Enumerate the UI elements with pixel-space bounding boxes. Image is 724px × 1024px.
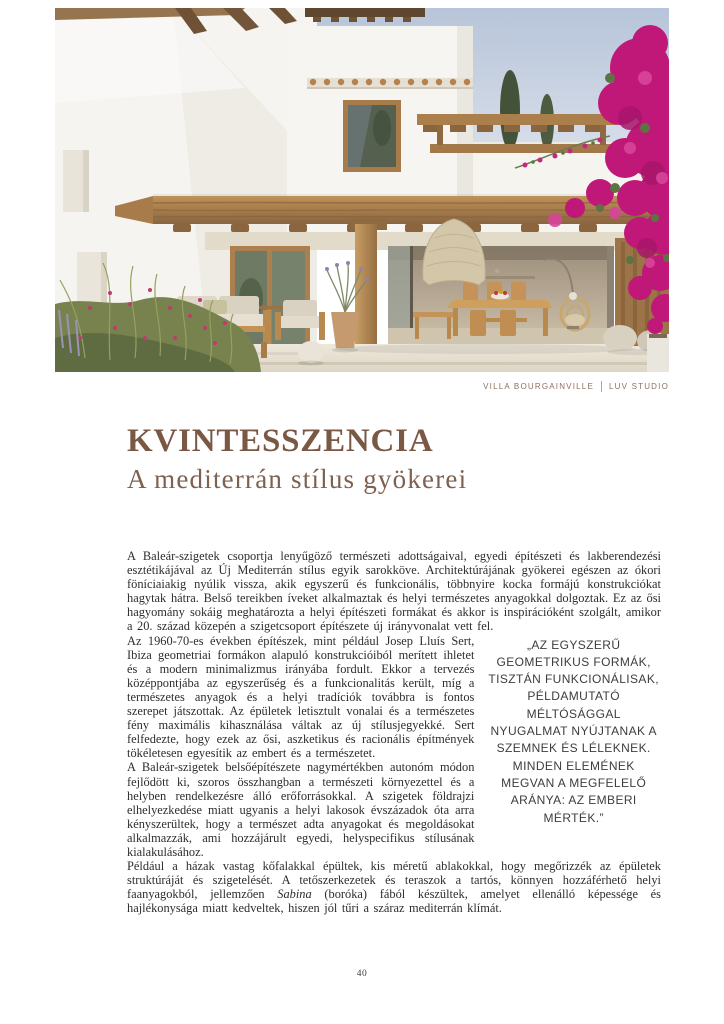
photo-credit-villa: VILLA BOURGAINVILLE [483, 382, 594, 391]
article-body [127, 549, 661, 915]
paragraph-4 [127, 859, 661, 915]
hero-photo [55, 8, 669, 372]
page-title: KVINTESSZENCIA [127, 423, 434, 459]
photo-credit-studio: LUV STUDIO [608, 382, 669, 391]
paragraph-4-italic-term: Sabina [277, 887, 312, 902]
paragraph-3: A Baleár-szigetek belsőépítészete nagymértékben autonóm módon fejlődött ki, szoros összhangban a természeti környezettel és a helyben rendelkezésre álló erőforrásokkal. A szigetek földrajzi elhelyezkedése miatt ugyanis a helyi lakosok évszázadok óta arra kényszerültek, hogy a természet adta anyagokat és megoldásokat alkalmazzák, ami hozzájárult egyedi, helyspecifikus stílusának kialakulásához. [127, 760, 475, 859]
cypress-tree [500, 70, 520, 150]
credit-divider [601, 381, 602, 392]
interior-opening [388, 246, 614, 346]
upper-window [343, 100, 401, 172]
photo-credit [55, 381, 669, 392]
white-planter [647, 334, 669, 372]
villa-photo-illustration [55, 8, 669, 372]
pull-quote: „AZ EGYSZERŰ GEOMETRIKUS FORMÁK, TISZTÁN FUNKCIONÁLISAK, PÉLDAMUTATÓ MÉLTÓSÁGGAL NYUGALMAT NYÚJTANAK A SZEMNEK ÉS LÉLEKNEK. MINDEN ELEMÉNEK MEGVAN A MEGFELELŐ ARÁNYA: AZ EMBERI MÉRTÉK.” [488, 637, 659, 825]
paragraph-1: A Baleár-szigetek csoportja lenyűgöző természeti adottságaival, egyedi építészeti és lakberendezési esztétikájával az Új Mediterrán stílus egyik sarokköve. Architektúrájának gyökerei egészen az ókori föníciaiakig nyúlik vissza, akik egyszerű és funkcionális, többnyire kocka formájú konstrukciókat hagytak hátra. Belső tereikben íveket alkalmaztak és helyi természetes anyagokkal dolgoztak. Ez az ősi hagyomány sokáig meghatározta a helyi építészeti formákat és akkor is inspirációként szolgált, amikor a 20. század közepén a szigetcsoport építészete új irányvonalat vett fel. [127, 549, 661, 634]
paragraph-4-before: Például a házak vastag kőfalakkal épültek, kis méretű ablakokkal, hogy megőrizzék az épületek struktúráját és szigetelését. A tetőszerkezetek és teraszok a tartós, könnyen hozzáférhető helyi faanyagokból, jellemzően [127, 859, 661, 902]
article-header [127, 424, 467, 495]
text-and-quote-row [127, 634, 661, 860]
article-left-column [127, 634, 474, 860]
paragraph-2: Az 1960-70-es években építészek, mint például Josep Lluís Sert, Ibiza geometriai formákon alapuló konstrukcióiból merített ihletet és a modern minimalizmus irányába fordult. Ekkor a tervezés középpontjába az egyszerűség és a funkcionalitás került, míg a természetes anyagok és a helyi tradíciók továbbra is fontos szerepet játszottak. Az épületek letisztult vonalai és a természetes fény maximális kihasználása váltak az új stílusjegyekké. Sert felfedezte, hogy ezek az ősi, aszketikus és racionális építmények tökéletesen egyesítik az embert és a természetet. [127, 633, 475, 761]
page-number: 40 [356, 969, 368, 979]
page-subtitle: A mediterrán stílus gyökerei [127, 463, 468, 494]
paragraph-4-after: (boróka) fából készültek, amelyet ellenálló képessége és hajlékonysága miatt kedveltek, hiszen jól tűri a száraz mediterrán klímát. [127, 887, 661, 916]
